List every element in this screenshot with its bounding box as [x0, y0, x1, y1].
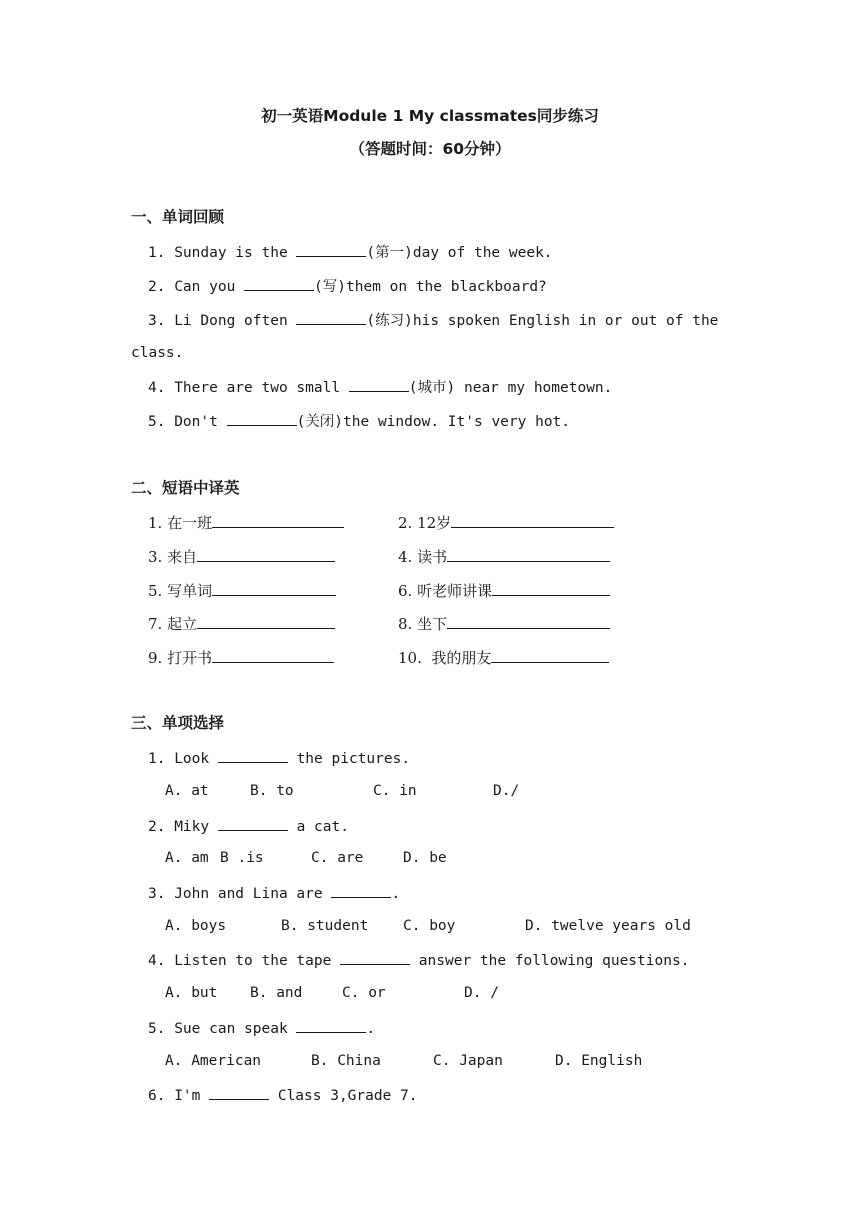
page-title: 初一英语Module 1 My classmates同步练习 — [261, 107, 599, 125]
s1-item-5: 5. Don't (关闭)the window. It's very hot. — [148, 410, 570, 432]
s3-question-3: 3. John and Lina are . — [148, 882, 400, 904]
option-b[interactable]: B. China — [311, 1053, 381, 1069]
answer-blank[interactable] — [331, 882, 391, 898]
answer-line[interactable] — [212, 511, 344, 528]
s1-item-2: 2. Can you (写)them on the blackboard? — [148, 275, 547, 297]
answer-line[interactable] — [451, 511, 614, 528]
s3-question-6: 6. I'm Class 3,Grade 7. — [148, 1084, 418, 1106]
s2-item-9: 9. 打开书 — [148, 646, 334, 668]
option-c[interactable]: C. Japan — [433, 1053, 503, 1069]
answer-line[interactable] — [197, 612, 335, 629]
answer-line[interactable] — [197, 545, 335, 562]
answer-blank[interactable] — [296, 241, 366, 257]
answer-blank[interactable] — [227, 410, 297, 426]
option-c[interactable]: C. in — [373, 783, 417, 799]
option-b[interactable]: B. student — [281, 918, 369, 934]
s2-item-5: 5. 写单词 — [148, 579, 336, 601]
s2-item-3: 3. 来自 — [148, 545, 335, 567]
answer-line[interactable] — [447, 612, 610, 629]
answer-blank[interactable] — [209, 1084, 269, 1100]
s3-question-2: 2. Miky a cat. — [148, 815, 349, 837]
option-b[interactable]: B. to — [250, 783, 294, 799]
option-b[interactable]: B. and — [250, 985, 303, 1001]
s3-question-4: 4. Listen to the tape answer the following questions. — [148, 949, 689, 971]
s1-item-4: 4. There are two small (城市) near my hometown. — [148, 376, 612, 398]
answer-blank[interactable] — [349, 376, 409, 392]
answer-blank[interactable] — [218, 747, 288, 763]
option-a[interactable]: A. boys — [165, 918, 227, 934]
s1-item-1: 1. Sunday is the (第一)day of the week. — [148, 241, 553, 263]
s2-item-2: 2. 12岁 — [398, 511, 614, 533]
option-c[interactable]: C. are — [311, 850, 364, 866]
s2-item-6: 6. 听老师讲课 — [398, 579, 610, 601]
answer-line[interactable] — [491, 646, 609, 663]
option-b[interactable]: B .is — [220, 850, 264, 866]
option-a[interactable]: A. but — [165, 985, 218, 1001]
option-a[interactable]: A. American — [165, 1053, 262, 1069]
option-a[interactable]: A. at — [165, 783, 209, 799]
s3-question-1: 1. Look the pictures. — [148, 747, 410, 769]
option-a[interactable]: A. am — [165, 850, 209, 866]
section1-heading: 一、单词回顾 — [131, 208, 225, 226]
answer-blank[interactable] — [296, 309, 366, 325]
option-d[interactable]: D. English — [555, 1053, 643, 1069]
answer-line[interactable] — [212, 579, 336, 596]
s2-item-1: 1. 在一班 — [148, 511, 344, 533]
s2-item-10: 10. 我的朋友 — [398, 646, 609, 668]
s2-item-7: 7. 起立 — [148, 612, 335, 634]
option-c[interactable]: C. or — [342, 985, 386, 1001]
s1-item-3-continued: class. — [131, 345, 184, 361]
section3-heading: 三、单项选择 — [131, 714, 225, 732]
page-subtitle: （答题时间：60分钟） — [349, 140, 511, 158]
option-d[interactable]: D. / — [464, 985, 499, 1001]
answer-blank[interactable] — [218, 815, 288, 831]
option-d[interactable]: D./ — [493, 783, 520, 799]
answer-line[interactable] — [212, 646, 334, 663]
s2-item-4: 4. 读书 — [398, 545, 610, 567]
option-d[interactable]: D. be — [403, 850, 447, 866]
option-d[interactable]: D. twelve years old — [525, 918, 691, 934]
answer-blank[interactable] — [244, 275, 314, 291]
s1-item-3: 3. Li Dong often (练习)his spoken English in or out of the — [148, 309, 718, 331]
section2-heading: 二、短语中译英 — [131, 479, 240, 497]
option-c[interactable]: C. boy — [403, 918, 456, 934]
s2-item-8: 8. 坐下 — [398, 612, 610, 634]
answer-blank[interactable] — [340, 949, 410, 965]
answer-blank[interactable] — [296, 1017, 366, 1033]
answer-line[interactable] — [447, 545, 610, 562]
s3-question-5: 5. Sue can speak . — [148, 1017, 375, 1039]
answer-line[interactable] — [492, 579, 610, 596]
